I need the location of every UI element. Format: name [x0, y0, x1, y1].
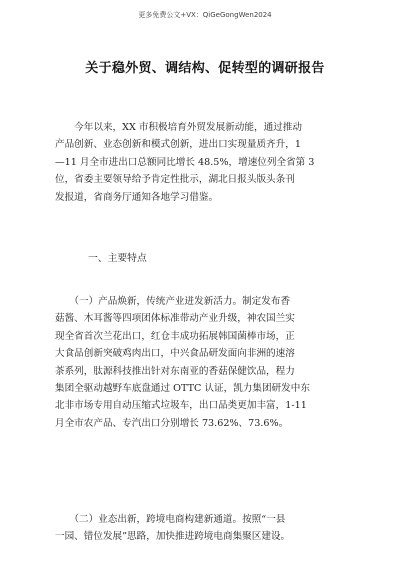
- subsection-1-line: 菇酱、木耳酱等四项团体标准带动产业升级，神农国兰实: [55, 313, 295, 325]
- page-title: 关于稳外贸、调结构、促转型的调研报告: [85, 61, 325, 76]
- header-note: 更多免费公文+VX：QiGeGongWen2024: [138, 11, 272, 19]
- intro-line: 产品创新、业态创新和模式创新，进出口实现量质齐升，1: [55, 139, 301, 151]
- subsection-2-paragraph: [55, 511, 355, 546]
- subsection-1-line: 茶系列，肽源科技推出针对东南亚的香菇保健饮品，程力: [55, 365, 295, 377]
- section-heading: 一、主要特点: [88, 253, 147, 264]
- subsection-1-line: 北非市场专用自动压缩式垃圾车，出口品类更加丰富，1-11: [55, 400, 307, 412]
- intro-line: —11 月全市进出口总额同比增长 48.5%，增速位列全省第 3: [55, 156, 315, 168]
- subsection-1-line: 集团全驱动越野车底盘通过 OTTC 认证，凯力集团研发中东: [55, 382, 310, 394]
- subsection-1-line: 大食品创新突破鸡肉出口，中兴食品研发面向非洲的速溶: [55, 348, 295, 360]
- subsection-1-line: 现全省首次兰花出口，红仓丰成功拓展韩国菌棒市场，正: [55, 330, 295, 342]
- intro-line: 今年以来，XX 市积极培育外贸发展新动能，通过推动: [55, 122, 302, 133]
- intro-line: 发报道，省商务厅通知各地学习借鉴。: [55, 191, 219, 203]
- intro-line: 位，省委主要领导给予肯定性批示，湖北日报头版头条刊: [55, 174, 295, 186]
- intro-paragraph: [55, 119, 355, 206]
- subsection-1-paragraph: [55, 293, 355, 432]
- subsection-1-line: 月全市农产品、专汽出口分别增长 73.62%、73.6%。: [55, 417, 289, 429]
- subsection-2-line: （二）业态出新，跨境电商构建新通道。按照“一县: [55, 514, 286, 525]
- subsection-1-line: （一）产品焕新，传统产业迸发新活力。制定发布香: [55, 296, 291, 307]
- subsection-2-line: 一园、错位发展”思路，加快推进跨境电商集聚区建设。: [55, 531, 291, 543]
